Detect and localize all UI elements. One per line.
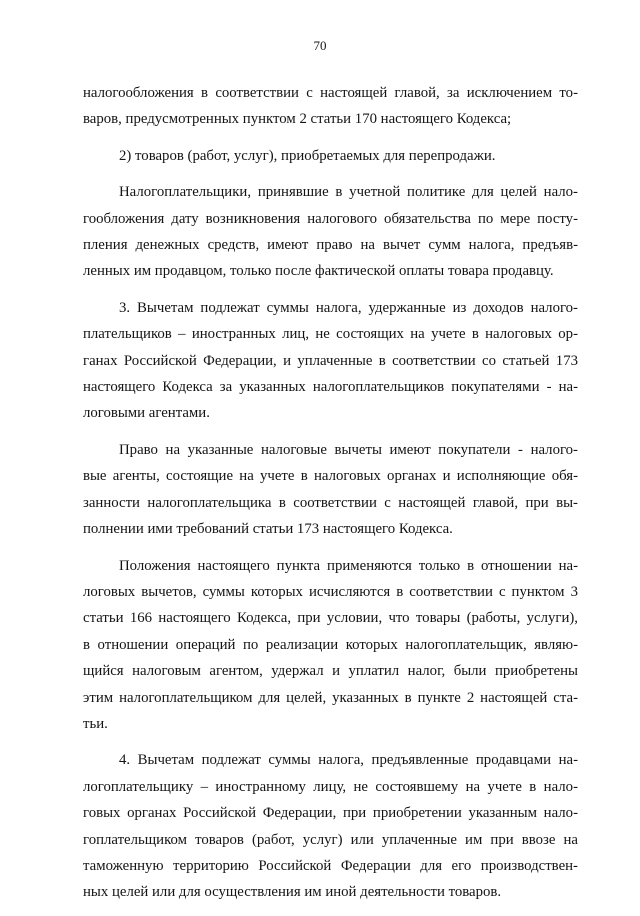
text-line: Налогоплательщики, принявшие в учетной политике для целей нало- [119, 184, 578, 201]
text-line: этим налогоплательщиком для целей, указанных в пункте 2 настоящей ста- [83, 689, 578, 706]
text-line: налогообложения в соответствии с настоящей главой, за исключением то- [83, 85, 578, 101]
text-line: вые агенты, состоящие на учете в налоговых органах и исполняющие обя- [83, 468, 578, 485]
text-line: пления денежных средств, имеют право на вычет сумм налога, предъяв- [83, 237, 578, 254]
text-line: 2) товаров (работ, услуг), приобретаемых для перепродажи. [119, 147, 496, 164]
text-line: тьи. [83, 715, 108, 732]
text-line: настоящего Кодекса за указанных налогоплательщиков покупателями - на- [83, 379, 578, 396]
text-line: Право на указанные налоговые вычеты имеют покупатели - налого- [119, 441, 578, 458]
text-line: щийся налоговым агентом, удержал и уплатил налог, были приобретены [83, 663, 578, 680]
paragraph [83, 179, 578, 285]
text-line: Положения настоящего пункта применяются только в отношении на- [119, 557, 578, 574]
page-number: 70 [313, 38, 327, 53]
paragraph [83, 747, 578, 905]
paragraph [83, 437, 578, 543]
text-line: говых органах Российской Федерации, при приобретении указанным нало- [83, 805, 578, 822]
text-line: в отношении операций по реализации которых налогоплательщик, являю- [83, 636, 578, 653]
text-line: логовых вычетов, суммы которых исчисляются в соответствии с пунктом 3 [83, 583, 578, 600]
text-line: 3. Вычетам подлежат суммы налога, удержанные из доходов налого- [119, 299, 578, 316]
text-line: занности налогоплательщика в соответствии с настоящей главой, при вы- [83, 494, 578, 511]
text-line: ленных им продавцом, только после фактической оплаты товара продавцу. [83, 263, 554, 280]
text-line: ных целей или для осуществления им иной деятельности товаров. [83, 884, 502, 901]
text-line: логоплательщику – иностранному лицу, не состоявшему на учете в нало- [83, 778, 578, 795]
text-line: 4. Вычетам подлежат суммы налога, предъявленные продавцами на- [119, 752, 578, 769]
text-line: гоплательщиком товаров (работ, услуг) или уплаченные им при ввозе на [83, 831, 578, 848]
text-line: статьи 166 настоящего Кодекса, при условии, что товары (работы, услуги), [83, 610, 578, 627]
text-line: гообложения дату возникновения налогового обязательства по мере посту- [83, 210, 578, 227]
paragraph [83, 143, 578, 169]
text-line: логовыми агентами. [83, 405, 210, 422]
text-line: таможенную территорию Российской Федерации для его производствен- [83, 857, 578, 874]
text-line: варов, предусмотренных пунктом 2 статьи 170 настоящего Кодекса; [83, 111, 512, 128]
paragraph [83, 295, 578, 427]
paragraph [83, 80, 578, 133]
text-line: ганах Российской Федерации, и уплаченные в соответствии со статьей 173 [83, 352, 578, 369]
paragraph [83, 553, 578, 738]
document-body [83, 80, 578, 916]
text-line: плательщиков – иностранных лиц, не состоящих на учете в налоговых ор- [83, 326, 578, 343]
text-line: полнении ими требований статьи 173 настоящего Кодекса. [83, 521, 453, 538]
